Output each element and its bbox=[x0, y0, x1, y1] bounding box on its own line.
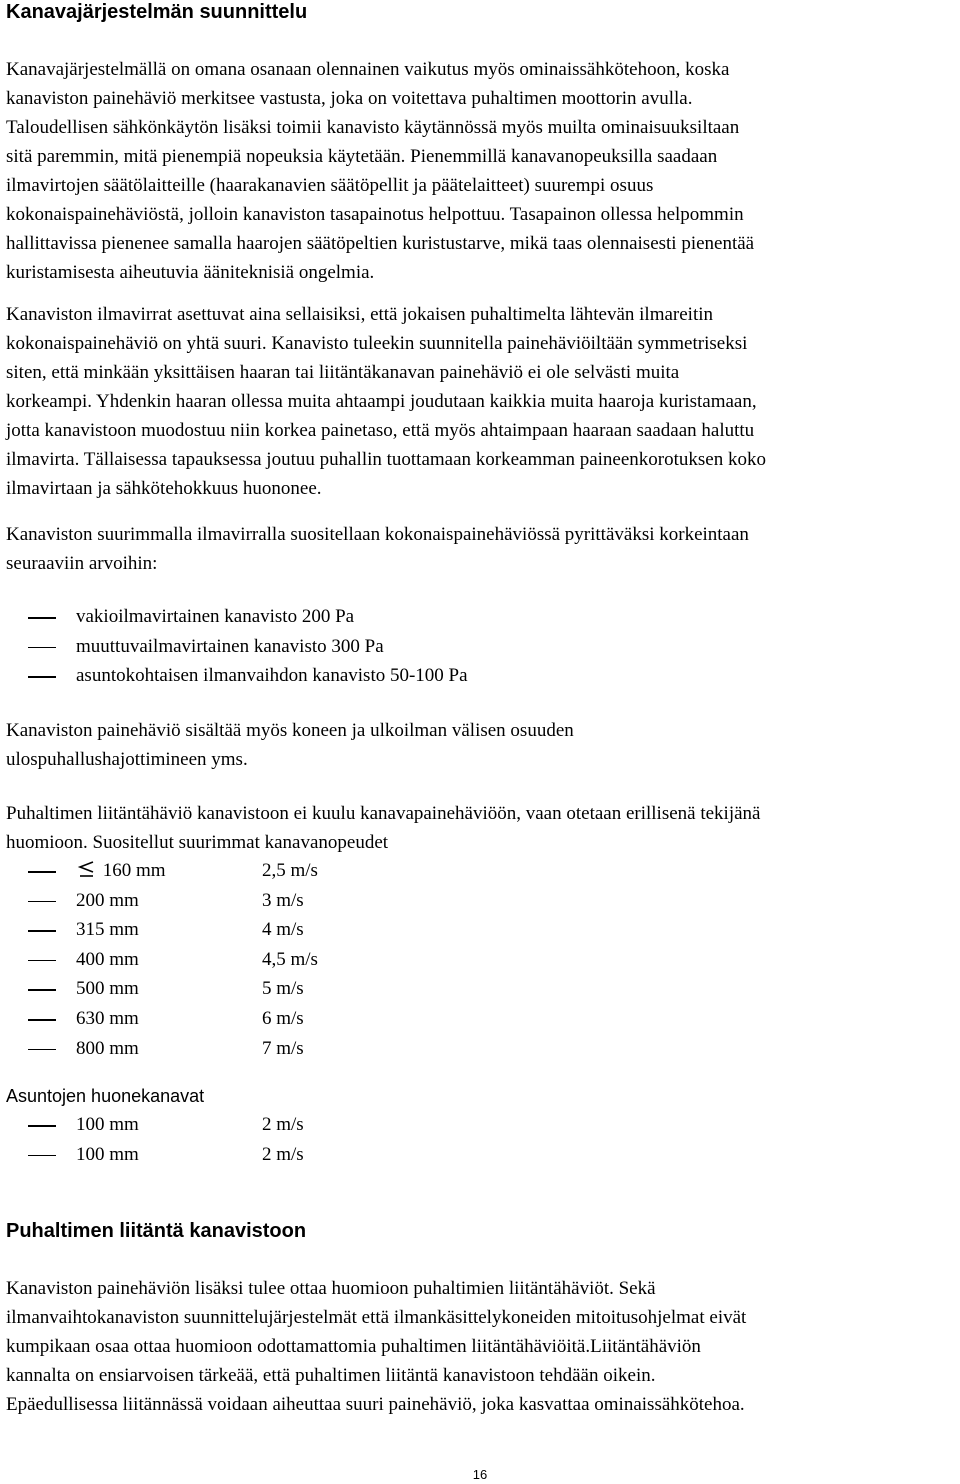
duct-size: 160 mm bbox=[102, 860, 166, 881]
section-heading-duct-design: Kanavajärjestelmän suunnittelu bbox=[6, 1, 308, 23]
duct-speed: 4 m/s bbox=[262, 919, 304, 941]
dash-bullet-icon bbox=[28, 676, 56, 678]
dash-bullet-icon bbox=[28, 647, 56, 649]
text-line: kuristamisesta aiheutuvia ääniteknisiä ongelmia. bbox=[6, 262, 375, 283]
dash-bullet-icon bbox=[28, 871, 56, 873]
paragraph-recommended-values bbox=[6, 520, 952, 578]
duct-speed: 4,5 m/s bbox=[262, 948, 318, 970]
duct-size: 630 mm bbox=[76, 1007, 139, 1029]
paragraph-airflow-balance bbox=[6, 300, 952, 503]
text-line: Kanaviston suurimmalla ilmavirralla suositellaan kokonaispainehäviössä pyrittäväksi korkeintaan bbox=[6, 524, 749, 545]
text-line: kumpikaan osaa ottaa huomioon odottamattomia puhaltimen liitäntähäviöitä.Liitäntähäviön bbox=[6, 1336, 701, 1357]
duct-speed: 3 m/s bbox=[262, 889, 304, 911]
duct-speed: 7 m/s bbox=[262, 1037, 304, 1059]
paragraph-pressure-includes bbox=[6, 716, 952, 774]
text-line: kokonaispainehäviöstä, jolloin kanaviston tasapainotus helpottuu. Tasapainon ollessa helpommin bbox=[6, 204, 744, 225]
dash-bullet-icon bbox=[28, 617, 56, 619]
duct-size: 315 mm bbox=[76, 919, 139, 941]
duct-size: 100 mm bbox=[76, 1143, 139, 1165]
less-or-equal-icon bbox=[76, 858, 98, 876]
text-line: jotta kanavistoon muodostuu niin korkea painetaso, että myös ahtaimpaan haaraan saadaan haluttu bbox=[6, 420, 755, 441]
dash-bullet-icon bbox=[28, 930, 56, 932]
text-line: Taloudellisen sähkönkäytön lisäksi toimii kanavisto käytännössä myös muilta ominaisuuksiltaan bbox=[6, 117, 740, 138]
text-line: seuraaviin arvoihin: bbox=[6, 553, 158, 574]
page-number: 16 bbox=[472, 1467, 488, 1482]
subheading-apartment-ducts: Asuntojen huonekanavat bbox=[6, 1086, 205, 1106]
text-line: Kanaviston ilmavirrat asettuvat aina sellaisiksi, että jokaisen puhaltimelta lähtevän ilmareitin bbox=[6, 304, 714, 325]
paragraph-fan-connection-loss bbox=[6, 799, 952, 857]
duct-speed: 5 m/s bbox=[262, 978, 304, 1000]
text-line: ilmavirta. Tällaisessa tapauksessa joutuu puhallin tuottamaan korkeamman paineenkorotuksen koko bbox=[6, 449, 766, 470]
text-line: Epäedullisessa liitännässä voidaan aiheuttaa suuri painehäviö, joka kasvattaa ominaissähkötehoa. bbox=[6, 1394, 745, 1415]
dash-bullet-icon bbox=[28, 989, 56, 991]
duct-speed: 2 m/s bbox=[262, 1114, 304, 1135]
text-line: korkeampi. Yhdenkin haaran ollessa muita ahtaampi joudutaan kaikkia muita haaroja kuristamaan, bbox=[6, 391, 757, 412]
dash-bullet-icon bbox=[28, 960, 56, 962]
text-line: kokonaispainehäviö on yhtä suuri. Kanavisto tuleekin suunnitella painehäviöiltään symmetriseksi bbox=[6, 333, 748, 354]
text-line: siten, että minkään yksittäisen haaran tai liitäntäkanavan painehäviö ei ole selvästi muita bbox=[6, 362, 680, 383]
dash-bullet-icon bbox=[28, 1049, 56, 1051]
text-line: huomioon. Suositellut suurimmat kanavanopeudet bbox=[6, 832, 389, 853]
text-line: ilmanvaihtokanaviston suunnittelujärjestelmät että ilmankäsittelykoneiden mitoitusohjelmat eivät bbox=[6, 1307, 747, 1328]
text-line: kanaviston painehäviö merkitsee vastusta, joka on voitettava puhaltimen moottorin avulla. bbox=[6, 88, 693, 109]
duct-size: 100 mm bbox=[76, 1114, 139, 1135]
duct-size: 400 mm bbox=[76, 948, 139, 970]
duct-speed: 2 m/s bbox=[262, 1143, 304, 1165]
duct-speed: 6 m/s bbox=[262, 1007, 304, 1029]
duct-size: 200 mm bbox=[76, 889, 139, 911]
paragraph-intro bbox=[6, 55, 952, 287]
duct-size: 500 mm bbox=[76, 978, 139, 1000]
text-line: Kanaviston painehäviö sisältää myös koneen ja ulkoilman välisen osuuden bbox=[6, 720, 574, 741]
text-line: kannalta on ensiarvoisen tärkeää, että puhaltimen liitäntä kanavistoon tehdään oikein. bbox=[6, 1365, 656, 1386]
text-line: sitä paremmin, mitä pienempiä nopeuksia käytetään. Pienemmillä kanavanopeuksilla saadaan bbox=[6, 146, 718, 167]
dash-bullet-icon bbox=[28, 1019, 56, 1021]
dash-bullet-icon bbox=[28, 1155, 56, 1157]
text-line: Kanavajärjestelmällä on omana osanaan olennainen vaikutus myös ominaissähkötehoon, koska bbox=[6, 59, 730, 80]
paragraph-connection-losses bbox=[6, 1274, 952, 1419]
text-line: Puhaltimen liitäntähäviö kanavistoon ei kuulu kanavapainehäviöön, vaan otetaan erillisenä tekijänä bbox=[6, 803, 761, 824]
dash-bullet-icon bbox=[28, 901, 56, 903]
text-line: ulospuhallushajottimineen yms. bbox=[6, 749, 248, 770]
duct-speed: 2,5 m/s bbox=[262, 860, 318, 881]
document-page: Kanavajärjestelmän suunnittelu Kanavajärjestelmällä on omana osanaan olennainen vaikutus myös ominaissähkötehoon, koska kanaviston painehäviö merkitsee vastusta, joka on voitettava puhaltimen moottorin avulla. Taloudellisen sähkönkäytön lisäksi toimii kanavisto käytännössä myös muilta ominaisuuksiltaan sitä paremmin, mitä pienempiä nopeuksia käytetään. Pienemmillä kanavanopeuksilla saadaan ilmavirtojen säätölaitteille (haarakanavien säätöpellit ja päätelaitteet) suurempi osuus kokonaispainehäviöstä, jolloin kanaviston tasapainotus helpottuu. Tasapainon ollessa helpommin hallittavissa pienenee samalla haarojen säätöpeltien kuristustarve, mikä taas olennaisesti pienentää kuristamisesta aiheutuvia ääniteknisiä ongelmia. Kanaviston ilmavirrat asettuvat aina sellaisiksi, että jokaisen puhaltimelta lähtevän ilmareitin kokonaispainehäviö on yhtä suuri. Kanavisto tuleekin suunnitella painehäviöiltään symmetriseksi siten, että minkään yksittäisen haaran tai liitäntäkanavan painehäviö ei ole selvästi muita korkeampi. Yhdenkin haaran ollessa muita ahtaampi joudutaan kaikkia muita haaroja kuristamaan, jotta kanavistoon muodostuu niin korkea painetaso, että myös ahtaimpaan haaraan saadaan haluttu ilmavirta. Tällaisessa tapauksessa joutuu puhallin tuottamaan korkeamman paineenkorotuksen koko ilmavirtaan ja sähkötehokkuus huononee. Kanaviston suurimmalla ilmavirralla suositellaan kokonaispainehäviössä pyrittäväksi korkeintaan seuraaviin arvoihin: vakioilmavirtainen kanavisto 200 Pa muuttuvailmavirtainen kanavisto 300 Pa asuntokohtaisen ilmanvaihdon kanavisto 50-100 Pa Kanaviston painehäviö sisältää myös koneen ja ulkoilman välisen osuuden ulospuhallushajottimineen yms. Puhaltimen liitäntähäviö kanavistoon ei kuulu kanavapainehäviöön, vaan otetaan erillisenä tekijänä huomioon. Suositellut suurimmat kanavanopeudet 160 mm 2,5 m/s 200 mm 3 m/s 315 mm 4 m/s 400 mm 4,5 m/s 500 mm 5 m/s 630 mm 6 m/s 800 mm 7 m/s Asuntojen huonekanavat 100 mm 2 m/s 100 mm 2 m/s Puhaltimen liitäntä kanavistoon Kanaviston painehäviön lisäksi tulee ottaa huomioon puhaltimien liitäntähäviöt. Sekä ilmanvaihtokanaviston suunnittelujärjestelmät että ilmankäsittelykoneiden mitoitusohjelmat eivät kumpikaan osaa ottaa huomioon odottamattomia puhaltimen liitäntähäviöitä.Liitäntähäviön kannalta on ensiarvoisen tärkeää, että puhaltimen liitäntä kanavistoon tehdään oikein. Epäedullisessa liitännässä voidaan aiheuttaa suuri painehäviö, joka kasvattaa ominaissähkötehoa. 16 bbox=[0, 0, 960, 1484]
text-line: ilmavirtaan ja sähkötehokkuus huononee. bbox=[6, 478, 322, 499]
dash-bullet-icon bbox=[28, 1125, 56, 1127]
section-heading-fan-connection: Puhaltimen liitäntä kanavistoon bbox=[6, 1220, 307, 1242]
duct-size: 800 mm bbox=[76, 1037, 139, 1059]
text-line: ilmavirtojen säätölaitteille (haarakanavien säätöpellit ja päätelaitteet) suurempi osuus bbox=[6, 175, 654, 196]
text-line: hallittavissa pienenee samalla haarojen säätöpeltien kuristustarve, mikä taas olennaisesti pienentää bbox=[6, 233, 755, 254]
text-line: Kanaviston painehäviön lisäksi tulee ottaa huomioon puhaltimien liitäntähäviöt. Sekä bbox=[6, 1278, 656, 1299]
